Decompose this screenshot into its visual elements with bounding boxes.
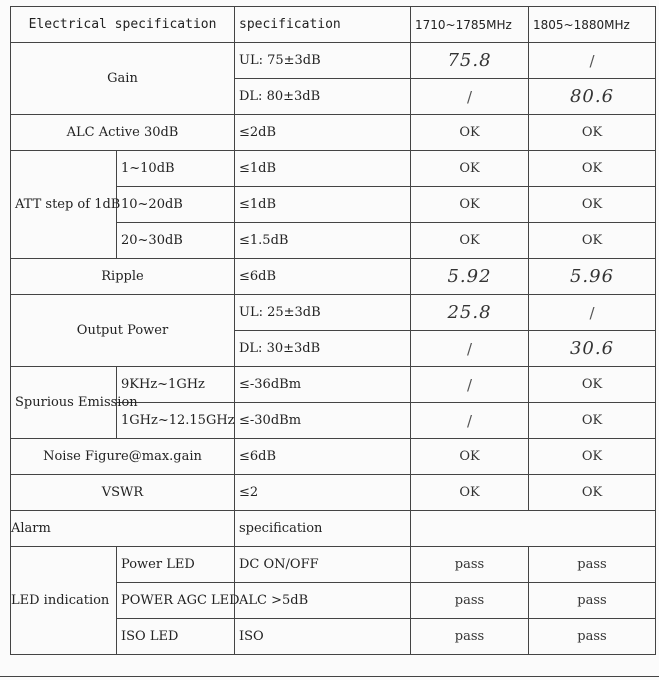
att-sub-3: 20~30dB — [117, 223, 235, 259]
header-band-1805: 1805~1880MHz — [529, 7, 656, 43]
att-value-2-1805: OK — [529, 187, 656, 223]
table-row — [11, 151, 656, 187]
noise-figure-value-1710: OK — [411, 439, 529, 475]
table-row — [11, 547, 656, 583]
led-value-1-1805: pass — [529, 547, 656, 583]
led-sub-3: ISO LED — [117, 619, 235, 655]
header-electrical-spec: Electrical specification — [11, 7, 235, 43]
table-row — [11, 511, 656, 547]
att-value-1-1710: OK — [411, 151, 529, 187]
gain-ul-spec: UL: 75±3dB — [235, 43, 411, 79]
noise-figure-spec: ≤6dB — [235, 439, 411, 475]
noise-figure-value-1805: OK — [529, 439, 656, 475]
gain-ul-value-1805: / — [529, 43, 656, 79]
output-dl-spec: DL: 30±3dB — [235, 331, 411, 367]
alc-spec: ≤2dB — [235, 115, 411, 151]
table-row — [11, 475, 656, 511]
output-ul-value-1805: / — [529, 295, 656, 331]
att-spec-1: ≤1dB — [235, 151, 411, 187]
led-value-2-1805: pass — [529, 583, 656, 619]
led-sub-1: Power LED — [117, 547, 235, 583]
spurious-sub-1: 9KHz~1GHz — [117, 367, 235, 403]
spurious-spec-2: ≤-30dBm — [235, 403, 411, 439]
table-row — [11, 115, 656, 151]
spurious-value-1-1710: / — [411, 367, 529, 403]
alarm-empty — [411, 511, 656, 547]
output-ul-value-1710: 25.8 — [411, 295, 529, 331]
led-value-3-1710: pass — [411, 619, 529, 655]
table-row — [11, 295, 656, 331]
gain-ul-value-1710: 75.8 — [411, 43, 529, 79]
gain-dl-value-1710: / — [411, 79, 529, 115]
gain-dl-spec: DL: 80±3dB — [235, 79, 411, 115]
noise-figure-label: Noise Figure@max.gain — [11, 439, 235, 475]
header-specification: specification — [235, 7, 411, 43]
led-value-2-1710: pass — [411, 583, 529, 619]
output-ul-spec: UL: 25±3dB — [235, 295, 411, 331]
vswr-value-1710: OK — [411, 475, 529, 511]
electrical-spec-table — [10, 6, 656, 655]
att-sub-2: 10~20dB — [117, 187, 235, 223]
att-label: ATT step of 1dB — [11, 151, 117, 259]
spurious-label: Spurious Emission — [11, 367, 117, 439]
led-sub-2: POWER AGC LED — [117, 583, 235, 619]
table-row — [11, 43, 656, 79]
vswr-spec: ≤2 — [235, 475, 411, 511]
ripple-value-1710: 5.92 — [411, 259, 529, 295]
output-power-label: Output Power — [11, 295, 235, 367]
att-spec-2: ≤1dB — [235, 187, 411, 223]
alc-value-1805: OK — [529, 115, 656, 151]
table-row — [11, 367, 656, 403]
att-sub-1: 1~10dB — [117, 151, 235, 187]
led-spec-1: DC ON/OFF — [235, 547, 411, 583]
spurious-value-2-1710: / — [411, 403, 529, 439]
spurious-spec-1: ≤-36dBm — [235, 367, 411, 403]
table-header-row — [11, 7, 656, 43]
gain-dl-value-1805: 80.6 — [529, 79, 656, 115]
output-dl-value-1710: / — [411, 331, 529, 367]
ripple-label: Ripple — [11, 259, 235, 295]
spurious-value-1-1805: OK — [529, 367, 656, 403]
gain-label: Gain — [11, 43, 235, 115]
table-row — [11, 259, 656, 295]
att-value-1-1805: OK — [529, 151, 656, 187]
att-value-3-1805: OK — [529, 223, 656, 259]
led-value-3-1805: pass — [529, 619, 656, 655]
led-spec-2: ALC >5dB — [235, 583, 411, 619]
att-value-2-1710: OK — [411, 187, 529, 223]
spurious-value-2-1805: OK — [529, 403, 656, 439]
output-dl-value-1805: 30.6 — [529, 331, 656, 367]
alarm-spec-header: specification — [235, 511, 411, 547]
bottom-border — [0, 676, 659, 681]
led-value-1-1710: pass — [411, 547, 529, 583]
alarm-label: Alarm — [11, 511, 235, 547]
ripple-value-1805: 5.96 — [529, 259, 656, 295]
alc-value-1710: OK — [411, 115, 529, 151]
ripple-spec: ≤6dB — [235, 259, 411, 295]
alc-label: ALC Active 30dB — [11, 115, 235, 151]
table-row — [11, 439, 656, 475]
vswr-value-1805: OK — [529, 475, 656, 511]
header-band-1710: 1710~1785MHz — [411, 7, 529, 43]
spurious-sub-2: 1GHz~12.15GHz — [117, 403, 235, 439]
led-indication-label: LED indication — [11, 547, 117, 655]
att-value-3-1710: OK — [411, 223, 529, 259]
led-spec-3: ISO — [235, 619, 411, 655]
att-spec-3: ≤1.5dB — [235, 223, 411, 259]
vswr-label: VSWR — [11, 475, 235, 511]
